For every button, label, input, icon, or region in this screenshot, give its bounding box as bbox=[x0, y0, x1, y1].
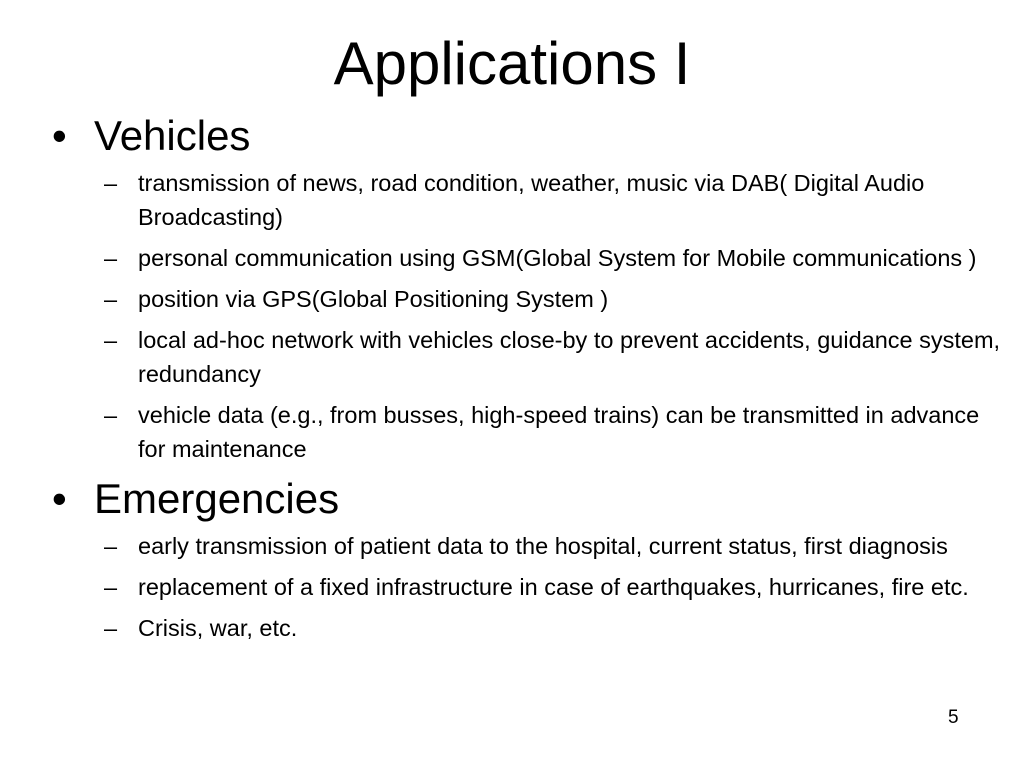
dash-icon: – bbox=[104, 286, 118, 312]
dash-icon: – bbox=[104, 402, 118, 428]
section-heading: Vehicles bbox=[94, 112, 251, 159]
section-vehicles bbox=[52, 110, 1002, 466]
section-emergencies bbox=[52, 473, 1002, 645]
dash-icon: – bbox=[104, 170, 118, 196]
sub-bullet-text: replacement of a fixed infrastructure in case of earthquakes, hurricanes, fire etc. bbox=[138, 574, 969, 600]
sub-bullet-list bbox=[94, 166, 1002, 466]
sub-bullet-item bbox=[94, 570, 1002, 604]
sub-bullet-item bbox=[94, 166, 1002, 234]
dash-icon: – bbox=[104, 533, 118, 559]
sub-bullet-text: personal communication using GSM(Global System for Mobile communications ) bbox=[138, 245, 977, 271]
sub-bullet-item bbox=[94, 611, 1002, 645]
sub-bullet-item bbox=[94, 241, 1002, 275]
sub-bullet-text: vehicle data (e.g., from busses, high-speed trains) can be transmitted in advance for maintenance bbox=[138, 402, 980, 462]
page-number: 5 bbox=[948, 707, 959, 728]
sub-bullet-item bbox=[94, 282, 1002, 316]
bullet-icon: • bbox=[52, 112, 67, 159]
sub-bullet-item bbox=[94, 398, 1002, 466]
sub-bullet-text: Crisis, war, etc. bbox=[138, 615, 298, 641]
slide-title: Applications I bbox=[333, 30, 691, 97]
section-heading: Emergencies bbox=[94, 475, 340, 522]
sub-bullet-list bbox=[94, 529, 1002, 645]
dash-icon: – bbox=[104, 615, 118, 641]
dash-icon: – bbox=[104, 574, 118, 600]
sub-bullet-text: position via GPS(Global Positioning System ) bbox=[138, 286, 609, 312]
bullet-list bbox=[52, 110, 1002, 652]
sub-bullet-text: early transmission of patient data to the hospital, current status, first diagnosis bbox=[138, 533, 948, 559]
sub-bullet-item bbox=[94, 529, 1002, 563]
dash-icon: – bbox=[104, 245, 118, 271]
dash-icon: – bbox=[104, 327, 118, 353]
sub-bullet-item bbox=[94, 323, 1002, 391]
sub-bullet-text: transmission of news, road condition, weather, music via DAB( Digital Audio Broadcasting) bbox=[138, 170, 925, 230]
bullet-icon: • bbox=[52, 475, 67, 522]
sub-bullet-text: local ad-hoc network with vehicles close-by to prevent accidents, guidance system, redundancy bbox=[138, 327, 1001, 387]
